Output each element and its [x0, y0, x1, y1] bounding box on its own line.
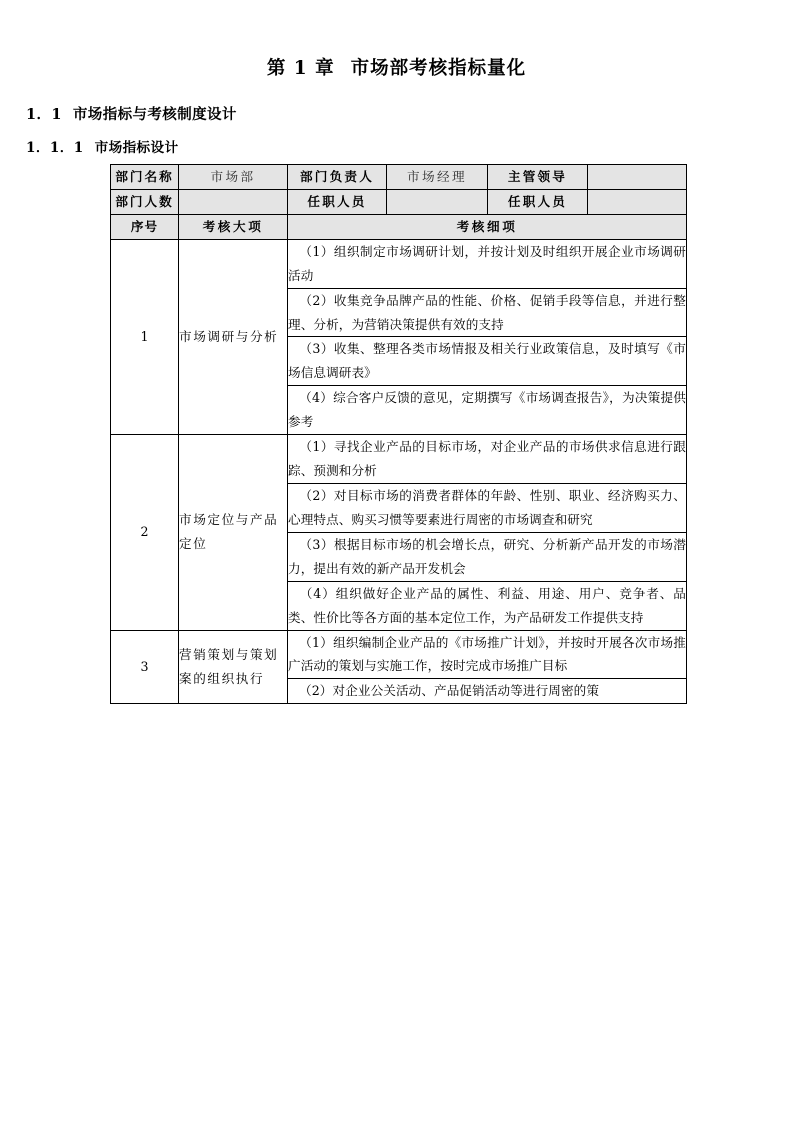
cell-major-item-3: 营销策划与策划案的组织执行	[179, 630, 288, 704]
cell-detail-item	[288, 532, 687, 581]
section-heading	[0, 80, 793, 123]
detail-text: （2）对目标市场的消费者群体的年龄、性别、职业、经济购买力、心理特点、购买习惯等要素进行周密的市场调查和研究	[288, 487, 686, 527]
table-row	[111, 630, 687, 679]
cell-detail-item	[288, 581, 687, 630]
cell-detail-item	[288, 386, 687, 435]
table-row	[111, 239, 687, 288]
detail-text: （2）对企业公关活动、产品促销活动等进行周密的策	[299, 683, 600, 699]
cell-supervising-leader-label: 主管领导	[488, 165, 588, 190]
cell-department-head-value[interactable]: 市场经理	[387, 165, 488, 190]
cell-sequence-1: 1	[111, 239, 179, 434]
table-row-department-info	[111, 165, 687, 190]
section-number: 1．1	[26, 106, 62, 124]
column-header-major-item: 考核大项	[179, 214, 288, 239]
chapter-name: 市场部考核指标量化	[350, 58, 527, 79]
table-row-headcount-info	[111, 189, 687, 214]
cell-incumbent-label-1: 任职人员	[288, 189, 387, 214]
cell-department-name-value[interactable]: 市场部	[179, 165, 288, 190]
cell-sequence-3: 3	[111, 630, 179, 704]
cell-headcount-value[interactable]	[179, 189, 288, 214]
cell-detail-item	[288, 337, 687, 386]
assessment-table-container	[110, 164, 686, 704]
cell-sequence-2: 2	[111, 435, 179, 630]
cell-detail-item	[288, 435, 687, 484]
cell-detail-item	[288, 239, 687, 288]
table-row	[111, 435, 687, 484]
cell-incumbent-label-2: 任职人员	[488, 189, 588, 214]
detail-text: （4）组织做好企业产品的属性、利益、用途、用户、竞争者、品类、性价比等各方面的基本定位工作，为产品研发工作提供支持	[288, 585, 686, 625]
detail-text: （1）寻找企业产品的目标市场，对企业产品的市场供求信息进行跟踪、预测和分析	[288, 439, 686, 479]
cell-detail-item	[288, 483, 687, 532]
detail-text: （2）收集竞争品牌产品的性能、价格、促销手段等信息，并进行整理、分析，为营销决策提供有效的支持	[288, 292, 686, 332]
assessment-table	[110, 164, 687, 704]
chapter-number: 第 1 章	[266, 58, 335, 79]
detail-text: （3）根据目标市场的机会增长点，研究、分析新产品开发的市场潜力，提出有效的新产品开发机会	[288, 536, 686, 576]
detail-text: （1）组织制定市场调研计划，并按计划及时组织开展企业市场调研活动	[288, 243, 686, 283]
cell-detail-item	[288, 288, 687, 337]
column-header-detail-item: 考核细项	[288, 214, 687, 239]
cell-department-head-label: 部门负责人	[288, 165, 387, 190]
detail-text: （3）收集、整理各类市场情报及相关行业政策信息，及时填写《市场信息调研表》	[288, 341, 686, 381]
subsection-title: 市场指标设计	[94, 139, 179, 156]
cell-incumbent-value-2[interactable]	[588, 189, 687, 214]
section-title: 市场指标与考核制度设计	[72, 106, 237, 124]
cell-major-item-2: 市场定位与产品定位	[179, 435, 288, 630]
detail-text: （4）综合客户反馈的意见，定期撰写《市场调查报告》，为决策提供参考	[288, 390, 686, 430]
cell-supervising-leader-value[interactable]	[588, 165, 687, 190]
cell-incumbent-value-1[interactable]	[387, 189, 488, 214]
column-header-sequence: 序号	[111, 214, 179, 239]
cell-headcount-label: 部门人数	[111, 189, 179, 214]
cell-department-name-label: 部门名称	[111, 165, 179, 190]
cell-major-item-1: 市场调研与分析	[179, 239, 288, 434]
subsection-number: 1．1．1	[26, 139, 84, 156]
cell-detail-item	[288, 630, 687, 679]
chapter-title	[0, 0, 793, 80]
subsection-heading	[0, 124, 793, 156]
cell-detail-item	[288, 679, 687, 704]
table-column-header-row	[111, 214, 687, 239]
detail-text: （1）组织编制企业产品的《市场推广计划》，并按时开展各次市场推广活动的策划与实施工作，按时完成市场推广目标	[288, 634, 686, 674]
